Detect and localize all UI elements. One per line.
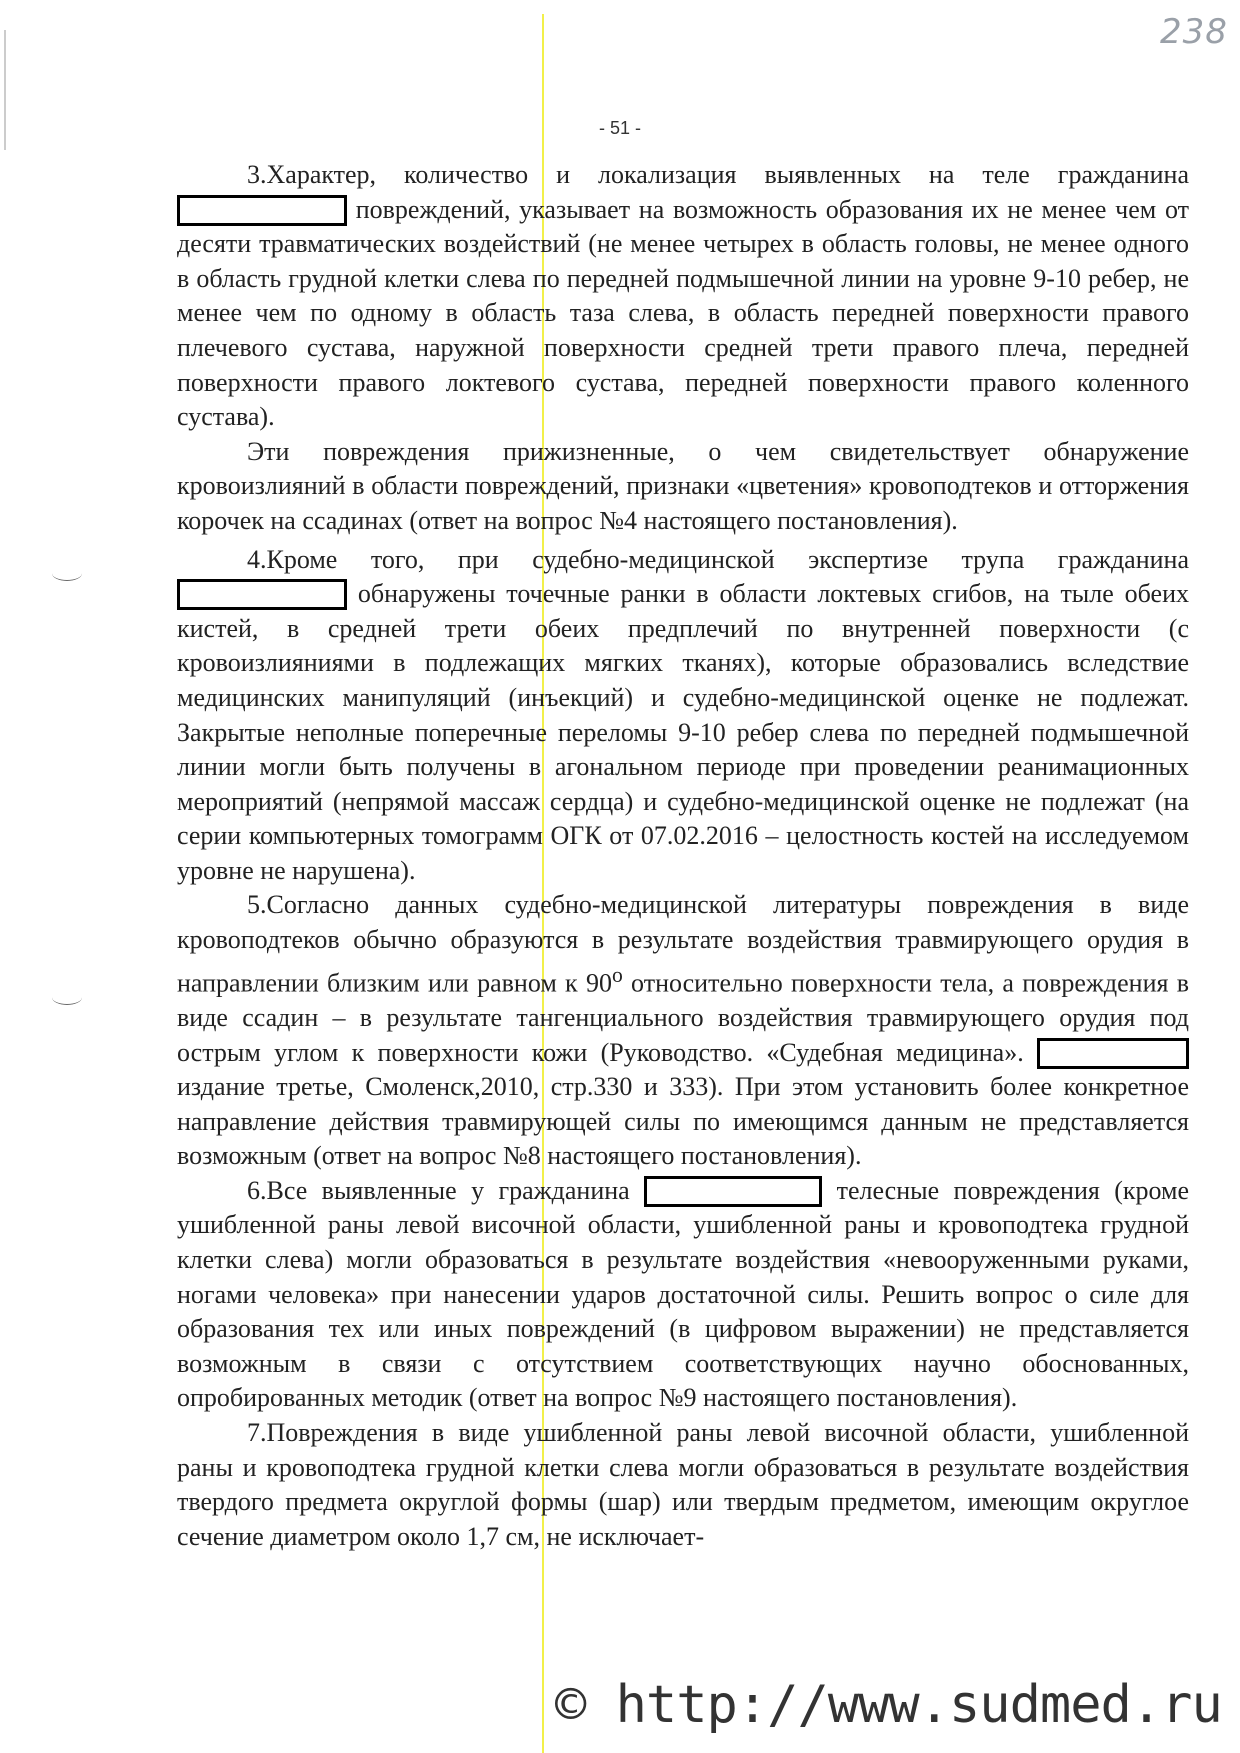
margin-pencil-mark <box>52 566 82 581</box>
redacted-name <box>177 579 347 610</box>
redacted-name <box>644 1176 822 1207</box>
redacted-author <box>1037 1038 1189 1069</box>
paragraph-4: 4.Кроме того, при судебно-медицинской экспертизе трупа гражданина обнаружены точечные ранки в области локтевых сгибов, на тыле обеих кистей, в средней трети обеих предплечий по внутренней поверхности (с кровоизлияниями в подлежащих мягких тканях), которые образовались вследствие медицинских манипуляций (инъекций) и судебно-медицинской оценке не подлежат. Закрытые неполные поперечные переломы 9-10 ребер слева по передней подмышечной линии могли быть получены в агональном периоде при проведении реанимационных мероприятий (непрямой массаж сердца) и судебно-медицинской оценке не подлежат (на серии компьютерных томограмм ОГК от 07.02.2016 – целостность костей на исследуемом уровне не нарушена). <box>177 544 1190 885</box>
paragraph-7: 7.Повреждения в виде ушибленной раны левой височной области, ушибленной раны и кровоподтека грудной клетки слева могли образоваться в результате воздействия твердого предмета округлой формы (шар) или твердым предметом, имеющим округлое сечение диаметром около 1,7 см, не исключает- <box>177 1418 1189 1551</box>
margin-pencil-mark <box>52 990 82 1005</box>
paragraph-5: 5.Согласно данных судебно-медицинской литературы повреждения в виде кровоподтеков обычно образуются в результате воздействия травмирующего орудия в направлении близким или равном к $90^о$ относительно поверхности тела, а повреждения в виде ссадин – в результате тангенциального воздействия травмирующего орудия под острым углом к поверхности кожи (Руководство. «Судебная медицина». издание третье, Смоленск,2010, стр.330 и 333). При этом установить более конкретное направление действия травмирующей силы по имеющимся данным не представляется возможным (ответ на вопрос №8 настоящего постановления). <box>177 890 1189 1171</box>
document-body <box>177 158 1189 1554</box>
redacted-name <box>177 195 347 226</box>
page-number: - 51 - <box>598 118 641 138</box>
site-watermark: © http://www.sudmed.ru <box>555 1675 1222 1735</box>
handwritten-page-number: 238 <box>1160 12 1228 52</box>
paragraph-6: 6.Все выявленные у гражданина телесные повреждения (кроме ушибленной раны левой височной области, ушибленной раны и кровоподтека грудной клетки слева) могли образоваться в результате воздействия «невооруженными руками, ногами человека» при нанесении ударов достаточной силы. Решить вопрос о силе для образования тех или иных повреждений (в цифровом выражении) не представляется возможным в связи с отсутствием соответствующих научно обоснованных, опробированных методик (ответ на вопрос №9 настоящего постановления). <box>177 1175 1190 1413</box>
paragraph-3: 3.Характер, количество и локализация выявленных на теле гражданина повреждений, указывает на возможность образования их не менее чем от десяти травматических воздействий (не менее четырех в область головы, не менее одного в область грудной клетки слева по передней подмышечной линии на уровне 9-10 ребер, не менее чем по одному в область таза слева, в область передней поверхности правого плечевого сустава, наружной поверхности средней трети правого плеча, передней поверхности правого локтевого сустава, передней поверхности правого коленного сустава). <box>177 160 1189 432</box>
paragraph-3-continued: Эти повреждения прижизненные, о чем свидетельствует обнаружение кровоизлияний в области повреждений, признаки «цветения» кровоподтеков и отторжения корочек на ссадинах (ответ на вопрос №4 настоящего постановления). <box>177 436 1189 535</box>
